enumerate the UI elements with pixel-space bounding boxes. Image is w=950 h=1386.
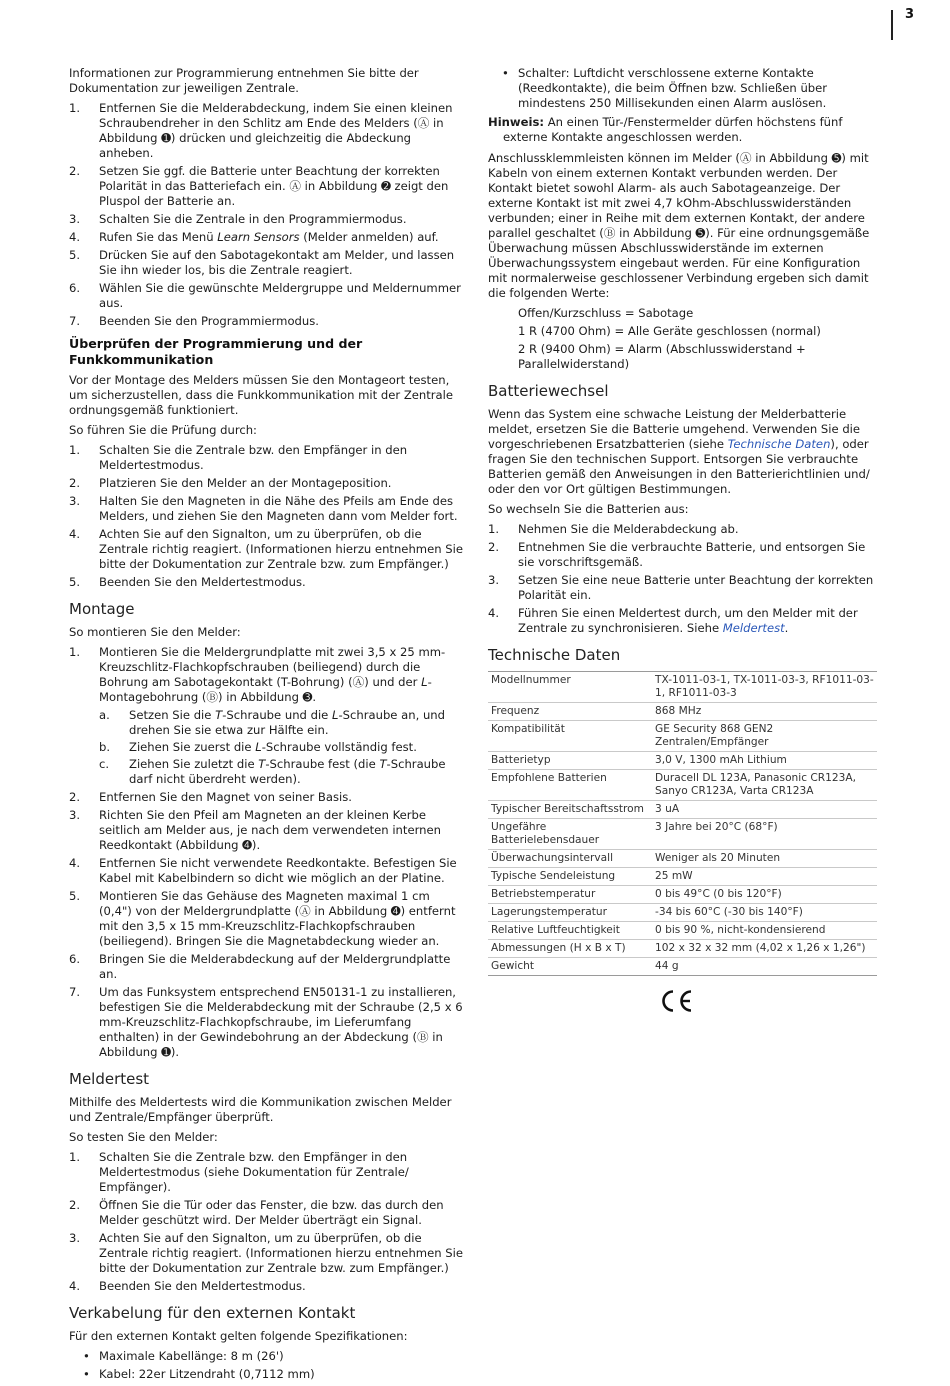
montage-substeps (99, 708, 463, 787)
list-item: 1. Schalten Sie die Zentrale bzw. den Empfänger in den Meldertestmodus. (69, 443, 408, 472)
table-row: Batterietyp 3,0 V, 1300 mAh Lithium (488, 752, 877, 770)
page-number-bar (891, 10, 893, 40)
list-item: 6. Wählen Sie die gewünschte Meldergruppe und Meldernummer aus. (69, 281, 461, 310)
table-row: Lagerungstemperatur -34 bis 60°C (-30 bis 140°F) (488, 904, 877, 922)
montage-steps (69, 645, 463, 1060)
list-item: 1. Nehmen Sie die Melderabdeckung ab. (488, 522, 739, 536)
list-item: 2. Entnehmen Sie die verbrauchte Batterie, und entsorgen Sie sie vorschriftsgemäß. (488, 540, 866, 569)
check-heading: Überprüfen der Programmierung und der Funkkommunikation (69, 336, 363, 367)
list-item: 2. Öffnen Sie die Tür oder das Fenster, die bzw. das durch den Melder geschützt wird. Der Melder überträgt ein Signal. (69, 1198, 444, 1227)
list-item: 7. Um das Funksystem entsprechend EN50131-1 zu installieren, befestigen Sie die Melderabdeckung mit der Schraube (2,5 x 6 mm-Kreuzschlitz-Flachkopfschraube, im Lieferumfang enthalten) in der Gewindebohrung an der Abdeckung (Ⓑ in Abbildung ➊). (69, 985, 463, 1059)
list-item: 1. Montieren Sie die Meldergrundplatte mit zwei 3,5 x 25 mm-Kreuzschlitz-Flachkopfschrauben (beiliegend) durch die Bohrung am Sabotagekontakt (T-Bohrung) (Ⓐ) und der L-Montagebohrung (Ⓑ) in Abbildung ➌. a. Setzen Sie die T-Schraube und die L-Schraube an, und drehen Sie sie etwa zur Hälfte ein. b. Ziehen Sie zuerst die L-Schraube vollständig fest. c. Ziehen Sie zuletzt die T-Schraube fest (die T-Schraube darf nicht überdreht werden). (69, 645, 463, 787)
resistance-values (518, 306, 880, 372)
test-steps (69, 1150, 463, 1294)
test-lead: So testen Sie den Melder: (69, 1130, 218, 1144)
table-row: Modellnummer TX-1011-03-1, TX-1011-03-3, RF1011-03-1, RF1011-03-3 (488, 672, 877, 703)
list-item: 1. Entfernen Sie die Melderabdeckung, indem Sie einen kleinen Schraubendreher in den Schlitz am Ende des Melders (Ⓐ in Abbildung ➊) drücken und gleichzeitig die Abdeckung anheben. (69, 101, 453, 160)
table-row: Gewicht 44 g (488, 958, 877, 976)
list-item: 1. Schalten Sie die Zentrale bzw. den Empfänger in den Meldertestmodus (siehe Dokumentation für Zentrale/ Empfänger). (69, 1150, 409, 1194)
table-row: Ungefähre Batterielebensdauer 3 Jahre bei 20°C (68°F) (488, 819, 877, 850)
list-item: a. Setzen Sie die T-Schraube und die L-Schraube an, und drehen Sie sie etwa zur Hälfte ein. (99, 708, 446, 737)
technical-data-link[interactable]: Technische Daten (727, 437, 831, 451)
terminal-paragraph: Anschlussklemmleisten können im Melder (Ⓐ in Abbildung ➎) mit Kabeln von einem externen Kontakt verbunden werden. Der Kontakt bietet sowohl Alarm- als auch Sabotageanzeige. Der externe Kontakt ist mit zwei 4,7 kOhm-Abschlusswiderständen verbunden; einer in Reihe mit dem externen Kontakt, der andere parallel geschaltet (Ⓑ in Abbildung ➎). Für eine ordnungsgemäße Überwachung müssen Abschlusswiderstände im externen Überwachungssystem eingebaut werden. Für eine Konfiguration mit normalerweise geschlossener Verbindung ergeben sich damit die folgenden Werte: (488, 151, 870, 300)
list-item: c. Ziehen Sie zuletzt die T-Schraube fest (die T-Schraube darf nicht überdreht werden). (99, 757, 446, 786)
meldertest-link[interactable]: Meldertest (722, 621, 785, 635)
left-column (69, 66, 463, 1386)
list-item: 5. Montieren Sie das Gehäuse des Magneten maximal 1 cm (0,4") von der Meldergrundplatte (Ⓐ in Abbildung ➍) entfernt mit den 3,5 x 15 mm-Kreuzschlitz-Flachkopfschrauben (beiliegend). Bringen Sie die Magnetabdeckung wieder an. (69, 889, 456, 948)
battery-heading: Batteriewechsel (488, 382, 609, 400)
table-row: Frequenz 868 MHz (488, 703, 877, 721)
list-item: • Schalter: Luftdicht verschlossene externe Kontakte (Reedkontakte), die beim Öffnen bzw. Schließen über mindestens 250 Millisekunden einen Alarm auslösen. (488, 66, 880, 111)
table-row: Überwachungsintervall Weniger als 20 Minuten (488, 850, 877, 868)
list-item: 3. Achten Sie auf den Signalton, um zu überprüfen, ob die Zentrale richtig reagiert. (Informationen hierzu entnehmen Sie bitte der Dokumentation zur Zentrale bzw. zum Empfänger.) (69, 1231, 463, 1275)
list-item: 1 R (4700 Ohm) = Alle Geräte geschlossen (normal) (518, 324, 821, 338)
table-row: Empfohlene Batterien Duracell DL 123A, Panasonic CR123A, Sanyo CR123A, Varta CR123A (488, 770, 877, 801)
list-item: 2 R (9400 Ohm) = Alarm (Abschlusswiderstand + Parallelwiderstand) (518, 342, 806, 371)
tech-data-table (488, 671, 877, 976)
test-intro: Mithilfe des Meldertests wird die Kommunikation zwischen Melder und Zentrale/Empfänger überprüft. (69, 1095, 452, 1124)
list-item: 7. Beenden Sie den Programmiermodus. (69, 314, 319, 328)
list-item: 3. Halten Sie den Magneten in die Nähe des Pfeils am Ende des Melders, und ziehen Sie den Magneten dann vom Melder fort. (69, 494, 458, 523)
ce-mark-icon (658, 988, 694, 1014)
switch-spec (488, 66, 880, 111)
montage-heading: Montage (69, 600, 135, 618)
programming-steps (69, 101, 463, 329)
battery-lead: So wechseln Sie die Batterien aus: (488, 502, 689, 516)
check-lead: So führen Sie die Prüfung durch: (69, 423, 257, 437)
list-item: 4. Rufen Sie das Menü Learn Sensors (Melder anmelden) auf. (69, 230, 439, 244)
list-item: b. Ziehen Sie zuerst die L-Schraube vollständig fest. (99, 740, 417, 754)
page-number: 3 (905, 7, 915, 22)
wiring-specs (69, 1349, 463, 1382)
list-item: 2. Platzieren Sie den Melder an der Montageposition. (69, 476, 392, 490)
check-steps (69, 443, 463, 590)
tech-heading: Technische Daten (488, 646, 621, 664)
note-label: Hinweis: (488, 115, 545, 129)
note-text: An einen Tür-/Fenstermelder dürfen höchstens fünf externe Kontakte angeschlossen werden. (503, 115, 843, 144)
programming-intro: Informationen zur Programmierung entnehmen Sie bitte der Dokumentation zur jeweiligen Zentrale. (69, 66, 419, 95)
montage-lead: So montieren Sie den Melder: (69, 625, 241, 639)
right-column (488, 66, 880, 1018)
list-item: 4. Achten Sie auf den Signalton, um zu überprüfen, ob die Zentrale richtig reagiert. (Informationen hierzu entnehmen Sie bitte der Dokumentation zur Zentrale bzw. zum Empfänger.) (69, 527, 463, 571)
list-item: 4. Führen Sie einen Meldertest durch, um den Melder mit der Zentrale zu synchronisieren. Siehe Meldertest. (488, 606, 858, 635)
list-item: 5. Drücken Sie auf den Sabotagekontakt am Melder, und lassen Sie ihn wieder los, bis die Zentrale reagiert. (69, 248, 455, 277)
table-row: Relative Luftfeuchtigkeit 0 bis 90 %, nicht-kondensierend (488, 922, 877, 940)
list-item: • Kabel: 22er Litzendraht (0,7112 mm) (69, 1367, 463, 1382)
table-row: Typischer Bereitschaftsstrom 3 uA (488, 801, 877, 819)
list-item: 2. Setzen Sie ggf. die Batterie unter Beachtung der korrekten Polarität in das Batteriefach ein. Ⓐ in Abbildung ➋ zeigt den Pluspol der Batterie an. (69, 164, 449, 208)
table-row: Abmessungen (H x B x T) 102 x 32 x 32 mm (4,02 x 1,26 x 1,26") (488, 940, 877, 958)
note (488, 115, 880, 145)
list-item: 4. Entfernen Sie nicht verwendete Reedkontakte. Befestigen Sie Kabel mit Kabelbindern so dicht wie möglich an der Platine. (69, 856, 457, 885)
list-item: 4. Beenden Sie den Meldertestmodus. (69, 1279, 306, 1293)
table-row: Betriebstemperatur 0 bis 49°C (0 bis 120°F) (488, 886, 877, 904)
list-item: Offen/Kurzschluss = Sabotage (518, 306, 694, 320)
battery-paragraph: Wenn das System eine schwache Leistung der Melderbatterie meldet, ersetzen Sie die Batterie umgehend. Verwenden Sie die vorgeschriebenen Ersatzbatterien (siehe Technische Daten), oder fragen Sie den technischen Support. Entsorgen Sie verbrauchte Batterien gemäß den Anweisungen in den Batterierichtlinien und/ oder den vor Ort gültigen Bestimmungen. (488, 407, 870, 496)
list-item: 5. Beenden Sie den Meldertestmodus. (69, 575, 306, 589)
table-row: Typische Sendeleistung 25 mW (488, 868, 877, 886)
list-item: 3. Schalten Sie die Zentrale in den Programmiermodus. (69, 212, 407, 226)
test-heading: Meldertest (69, 1070, 150, 1088)
check-intro: Vor der Montage des Melders müssen Sie den Montageort testen, um sicherzustellen, dass die Funkkommunikation mit der Zentrale ordnungsgemäß funktioniert. (69, 373, 454, 417)
list-item: 6. Bringen Sie die Melderabdeckung auf der Meldergrundplatte an. (69, 952, 451, 981)
list-item: 3. Richten Sie den Pfeil am Magneten an der kleinen Kerbe seitlich am Melder aus, je nach dem verwendeten internen Reedkontakt (Abbildung ➍). (69, 808, 441, 852)
wiring-intro: Für den externen Kontakt gelten folgende Spezifikationen: (69, 1329, 408, 1343)
table-row: Kompatibilität GE Security 868 GEN2 Zentralen/Empfänger (488, 721, 877, 752)
list-item: 3. Setzen Sie eine neue Batterie unter Beachtung der korrekten Polarität ein. (488, 573, 874, 602)
list-item: • Maximale Kabellänge: 8 m (26') (69, 1349, 463, 1364)
list-item: 2. Entfernen Sie den Magnet von seiner Basis. (69, 790, 352, 804)
wiring-heading: Verkabelung für den externen Kontakt (69, 1304, 356, 1322)
battery-steps (488, 522, 880, 636)
